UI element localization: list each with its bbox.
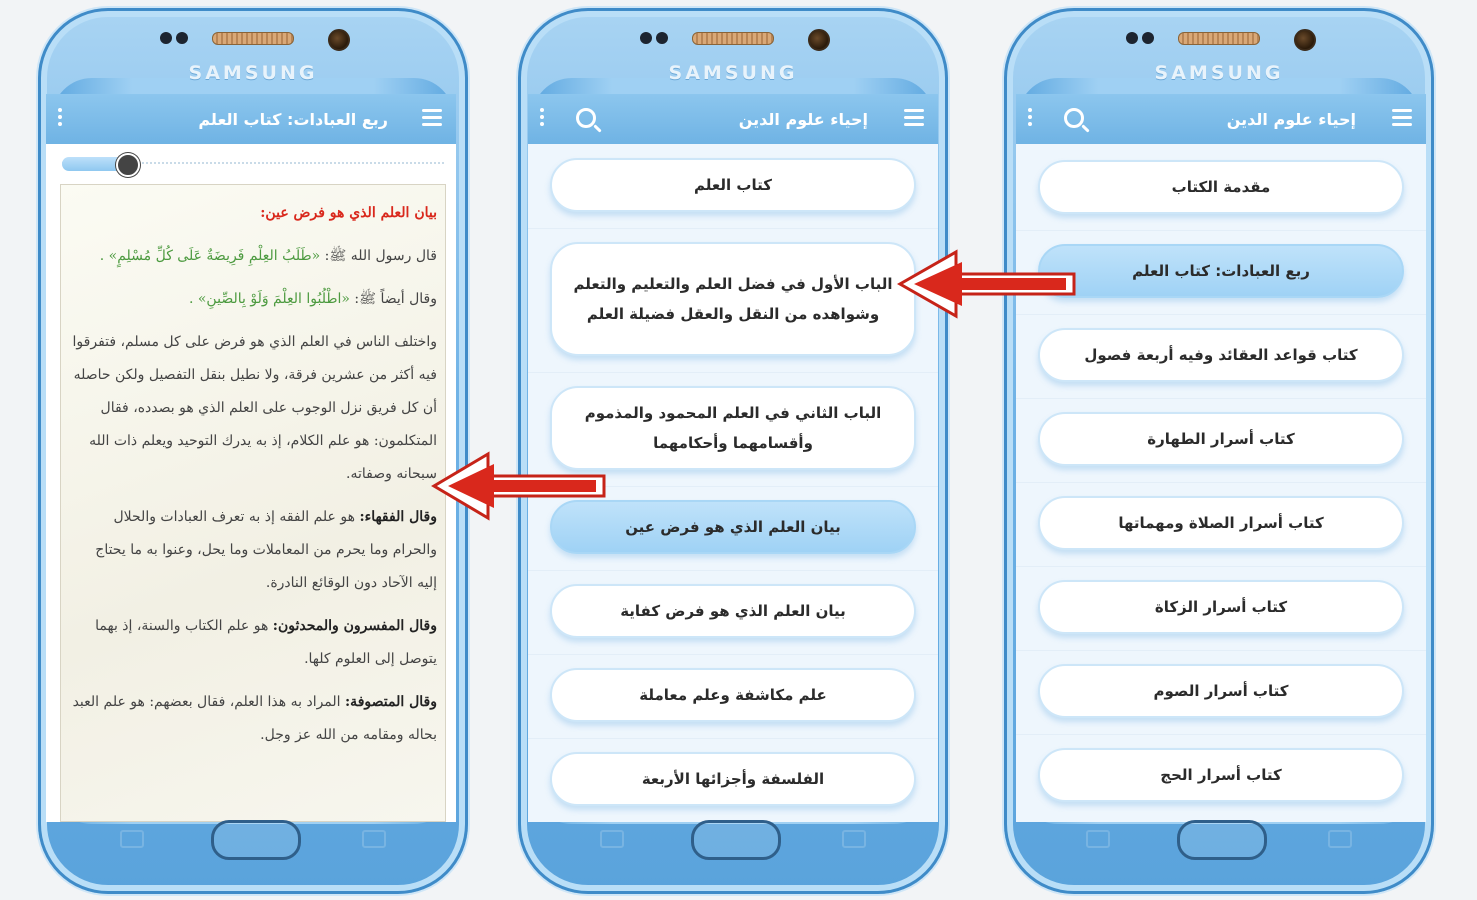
page-title: ربع العبادات: كتاب العلم: [198, 109, 388, 129]
divider: [1016, 734, 1426, 735]
paragraph-4: [71, 501, 437, 600]
chapter-item-selected[interactable]: بيان العلم الذي هو فرض عين: [550, 500, 916, 554]
paragraph-1: [71, 240, 437, 273]
more-options-icon[interactable]: [58, 108, 62, 129]
paragraph-2-prefix: وقال أيضاً ﷺ:: [349, 291, 437, 307]
divider: [528, 654, 938, 655]
more-options-icon[interactable]: [1028, 108, 1032, 129]
hamburger-menu-icon[interactable]: [422, 109, 442, 130]
book-item-selected[interactable]: ربع العبادات: كتاب العلم: [1038, 244, 1404, 298]
divider: [1016, 230, 1426, 231]
recent-apps-icon[interactable]: [600, 830, 624, 848]
more-options-icon[interactable]: [540, 108, 544, 129]
paragraph-5: [71, 610, 437, 676]
chapter-item[interactable]: الفلسفة وأجزائها الأربعة: [550, 752, 916, 806]
chapter-item[interactable]: بيان العلم الذي هو فرض كفاية: [550, 584, 916, 638]
sensor-dots: [640, 32, 668, 44]
front-camera: [328, 29, 350, 51]
home-button[interactable]: [691, 820, 781, 860]
divider: [528, 570, 938, 571]
article-heading: بيان العلم الذي هو فرض عين:: [260, 205, 437, 221]
recent-apps-icon[interactable]: [120, 830, 144, 848]
sensor-dots: [1126, 32, 1154, 44]
navigation-bar: [578, 810, 888, 870]
paragraph-3: واختلف الناس في العلم الذي هو فرض على كل مسلم، فتفرقوا فيه أكثر من عشرين فرقة، ولا نطيل بنقل التفصيل ولكن حاصله أن كل فريق نزل الوجوب على العلم الذي هو بصدده، فقال المتكلمون: هو علم الكلام، إذ به يدرك التوحيد ويعلم ذات الله سبحانه وصفاته.: [72, 334, 437, 482]
article-body: [60, 184, 446, 822]
book-list: [1016, 144, 1426, 822]
front-camera: [808, 29, 830, 51]
chapter-item[interactable]: كتاب العلم: [550, 158, 916, 212]
chapter-item[interactable]: الباب الثاني في العلم المحمود والمذموم وأقسامهما وأحكامهما: [550, 386, 916, 470]
arrow-left-icon: [430, 446, 606, 526]
book-item[interactable]: كتاب أسرار الحج: [1038, 748, 1404, 802]
search-icon[interactable]: [1064, 108, 1084, 128]
book-item[interactable]: كتاب أسرار الزكاة: [1038, 580, 1404, 634]
paragraph-5-text: هو علم الكتاب والسنة، إذ بهما يتوصل إلى العلوم كلها.: [95, 618, 437, 667]
home-button[interactable]: [211, 820, 301, 860]
book-item[interactable]: كتاب أسرار الصلاة ومهماتها: [1038, 496, 1404, 550]
paragraph-4-text: هو علم الفقه إذ به تعرف العبادات والحلال والحرام وما يحرم من المعاملات وما يحل، وعنوا به ما يحتاج إليه الآحاد دون الوقائع النادرة.: [95, 509, 437, 591]
sensor-dots: [160, 32, 188, 44]
paragraph-6: [71, 686, 437, 752]
brand-logo: SAMSUNG: [188, 62, 318, 84]
app-bar: [528, 94, 938, 144]
earpiece-speaker: [212, 32, 294, 45]
chapter-item[interactable]: الباب الأول في فضل العلم والتعليم والتعلم وشواهده من النقل والعقل فضيلة العلم: [550, 242, 916, 356]
book-item[interactable]: كتاب قواعد العقائد وفيه أربعة فصول: [1038, 328, 1404, 382]
screen-reading: [46, 94, 456, 822]
font-size-slider[interactable]: [46, 144, 456, 184]
hadith-quote-1: «طَلَبُ العِلْمِ فَرِيضَةٌ عَلَى كُلِّ مُسْلِمٍ» .: [99, 248, 321, 264]
earpiece-speaker: [692, 32, 774, 45]
brand-logo: SAMSUNG: [668, 62, 798, 84]
divider: [1016, 650, 1426, 651]
back-icon[interactable]: [842, 830, 866, 848]
app-title: إحياء علوم الدين: [1226, 109, 1356, 129]
paragraph-2: [71, 283, 437, 316]
chapter-item[interactable]: علم مكاشفة وعلم معاملة: [550, 668, 916, 722]
search-icon[interactable]: [576, 108, 596, 128]
hadith-quote-2: «اطْلُبُوا العِلْمَ وَلَوْ بِالصِّينِ» .: [188, 291, 350, 307]
app-title: إحياء علوم الدين: [738, 109, 868, 129]
divider: [1016, 398, 1426, 399]
app-bar: [1016, 94, 1426, 144]
book-item[interactable]: كتاب أسرار الطهارة: [1038, 412, 1404, 466]
earpiece-speaker: [1178, 32, 1260, 45]
back-icon[interactable]: [362, 830, 386, 848]
recent-apps-icon[interactable]: [1086, 830, 1110, 848]
app-bar: [46, 94, 456, 144]
divider: [1016, 566, 1426, 567]
paragraph-6-text: المراد به هذا العلم، فقال بعضهم: هو علم العبد بحاله ومقامه من الله عز وجل.: [72, 694, 437, 743]
slider-handle[interactable]: [116, 153, 140, 177]
hamburger-menu-icon[interactable]: [1392, 109, 1412, 130]
back-icon[interactable]: [1328, 830, 1352, 848]
book-item[interactable]: كتاب أسرار الصوم: [1038, 664, 1404, 718]
home-button[interactable]: [1177, 820, 1267, 860]
divider: [1016, 314, 1426, 315]
phone-reading: [38, 8, 468, 894]
screen-books: [1016, 94, 1426, 822]
book-item[interactable]: مقدمة الكتاب: [1038, 160, 1404, 214]
arrow-left-icon: [896, 244, 1076, 324]
navigation-bar: [1064, 810, 1374, 870]
front-camera: [1294, 29, 1316, 51]
navigation-bar: [98, 810, 408, 870]
phone-books: [1004, 8, 1434, 894]
paragraph-1-prefix: قال رسول الله ﷺ:: [320, 248, 437, 264]
paragraph-5-lead: وقال المفسرون والمحدثون:: [272, 618, 437, 634]
paragraph-4-lead: وقال الفقهاء:: [359, 509, 437, 525]
divider: [528, 372, 938, 373]
brand-logo: SAMSUNG: [1154, 62, 1284, 84]
divider: [528, 228, 938, 229]
hamburger-menu-icon[interactable]: [904, 109, 924, 130]
divider: [528, 738, 938, 739]
divider: [1016, 482, 1426, 483]
paragraph-6-lead: وقال المتصوفة:: [345, 694, 437, 710]
